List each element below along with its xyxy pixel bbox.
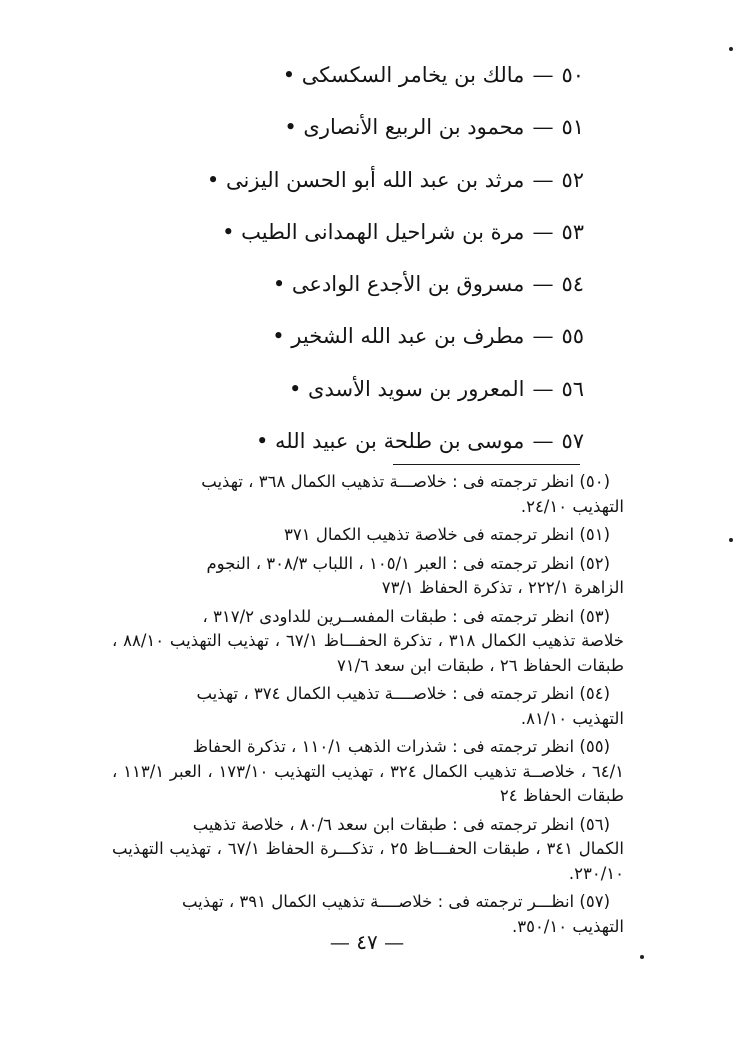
entry-55 xyxy=(144,316,584,368)
footnote-text: (٥٥) انظر ترجمته فى : شذرات الذهب ١١٠/١ ، تذكرة الحفاظ xyxy=(192,737,610,756)
footnote-52 xyxy=(112,552,624,601)
entry-56 xyxy=(144,369,584,421)
footnote-text: (٥١) انظر ترجمته فى خلاصة تذهيب الكمال ٣٧١ xyxy=(284,525,610,544)
footnote-continuation: ٦٤/١ ، خلاصــة تذهيب الكمال ٣٢٤ ، تهذيب التهذيب ١٧٣/١٠ ، العبر ١١٣/١ ، طبقات الحفاظ ٢٤ xyxy=(112,761,624,805)
entry-name: مرة بن شراحيل الهمدانى الطيب • xyxy=(222,219,525,244)
footnote-51 xyxy=(112,523,624,548)
entry-number: ٥٢ xyxy=(561,167,584,192)
entry-number: ٥٦ xyxy=(561,376,584,401)
entry-52 xyxy=(144,160,584,212)
entry-57 xyxy=(144,421,584,473)
entries-list xyxy=(144,55,584,473)
footnote-54 xyxy=(112,682,624,731)
entry-number: ٥٣ xyxy=(561,219,584,244)
footnote-text: (٥٣) انظر ترجمته فى : طبقات المفســرين للداودى ٣١٧/٢ ، xyxy=(202,606,610,626)
footnote-separator xyxy=(393,464,580,465)
entry-number: ٥٤ xyxy=(561,272,584,297)
entry-dash: — xyxy=(532,429,554,454)
entry-number: ٥١ xyxy=(561,115,584,140)
entry-54 xyxy=(144,264,584,316)
entry-name: موسى بن طلحة بن عبيد الله • xyxy=(255,429,525,454)
footnote-53 xyxy=(112,605,624,679)
footnote-continuation: التهذيب ٣٥٠/١٠. xyxy=(511,916,624,936)
entry-dash: — xyxy=(532,324,554,349)
entry-dash: — xyxy=(532,376,554,401)
footnotes xyxy=(112,470,624,943)
footnote-text: (٥٧) انظـــر ترجمته فى : خلاصــــة تذهيب الكمال ٣٩١ ، تهذيب xyxy=(181,892,610,911)
scan-speck xyxy=(640,955,644,959)
footnote-continuation: الزاهرة ٢٢٢/١ ، تذكرة الحفاظ ٧٣/١ xyxy=(381,578,624,597)
entry-dash: — xyxy=(532,272,554,297)
entry-name: مسروق بن الأجدع الوادعى • xyxy=(272,272,525,297)
footnote-text: (٥٤) انظر ترجمته فى : خلاصــــة تذهيب الكمال ٣٧٤ ، تهذيب xyxy=(196,684,610,703)
entry-name: مالك بن يخامر السكسكى • xyxy=(282,63,525,87)
entry-51 xyxy=(144,107,584,159)
entry-name: المعرور بن سويد الأسدى • xyxy=(288,376,525,401)
entry-name: مطرف بن عبد الله الشخير • xyxy=(272,324,525,349)
entry-name: محمود بن الربيع الأنصارى • xyxy=(284,115,525,140)
footnote-continuation: خلاصة تذهيب الكمال ٣١٨ ، تذكرة الحفـــاظ ٦٧/١ ، تهذيب التهذيب ٨٨/١٠ ، طبقات الحفاظ ٢٦ ، طبقات ابن سعد ٧١/٦ xyxy=(112,631,624,675)
entry-number: ٥٥ xyxy=(561,324,584,349)
footnote-text: (٥٠) انظر ترجمته فى : خلاصـــة تذهيب الكمال ٣٦٨ ، تهذيب xyxy=(201,472,610,491)
scan-speck xyxy=(729,47,733,51)
entry-name: مرثد بن عبد الله أبو الحسن اليزنى • xyxy=(206,167,525,192)
footnote-continuation: التهذيب ٨١/١٠. xyxy=(520,708,624,728)
footnote-55 xyxy=(112,735,624,809)
entry-dash: — xyxy=(532,167,554,192)
footnote-continuation: التهذيب ٢٤/١٠. xyxy=(520,496,624,516)
page-number: — ٤٧ — xyxy=(329,930,405,954)
footnote-50 xyxy=(112,470,624,519)
entry-dash: — xyxy=(532,63,554,87)
footnote-56 xyxy=(112,813,624,887)
entry-dash: — xyxy=(532,115,554,140)
entry-53 xyxy=(144,212,584,264)
entry-50 xyxy=(144,55,584,107)
entry-number: ٥٠ xyxy=(561,63,584,87)
footnote-text: (٥٢) انظر ترجمته فى : العبر ١٠٥/١ ، اللباب ٣٠٨/٣ ، النجوم xyxy=(206,553,610,573)
footnote-text: (٥٦) انظر ترجمته فى : طبقات ابن سعد ٨٠/٦ ، خلاصة تذهيب xyxy=(192,814,610,834)
scan-speck xyxy=(729,538,733,542)
footnote-continuation: الكمال ٣٤١ ، طبقات الحفـــاظ ٢٥ ، تذكـــرة الحفاظ ٦٧/١ ، تهذيب التهذيب ٢٣٠/١٠. xyxy=(112,839,624,883)
entry-dash: — xyxy=(532,219,554,244)
entry-number: ٥٧ xyxy=(561,429,584,454)
